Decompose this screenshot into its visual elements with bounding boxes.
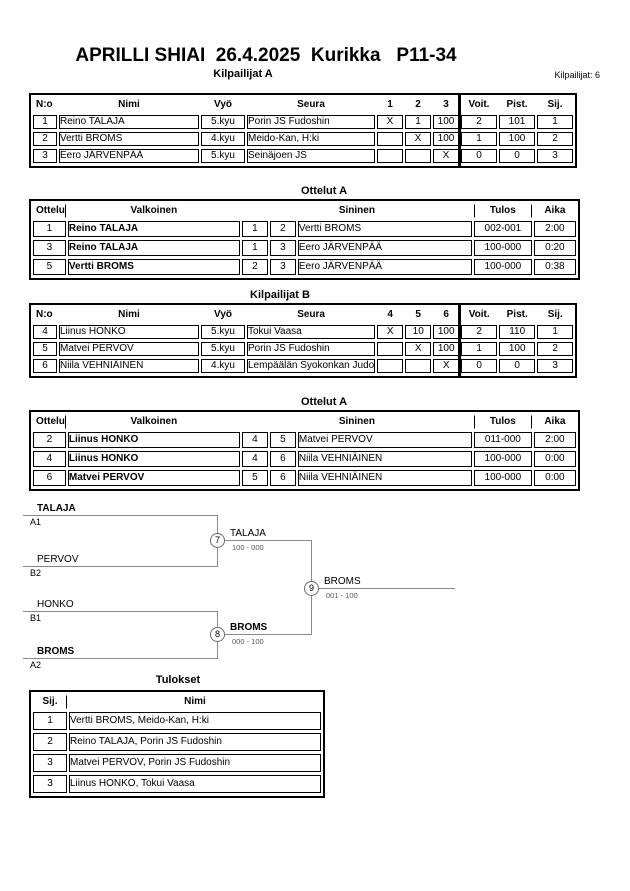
table-row <box>33 132 573 146</box>
match-no-cell: 5 <box>33 259 66 275</box>
club-cell: Seinäjoen JS <box>247 149 375 163</box>
results-header-row <box>33 695 321 709</box>
table-row <box>33 221 576 237</box>
matches-a-grid <box>31 201 578 278</box>
col-header-points: Pist. <box>506 309 528 320</box>
table-row <box>33 470 576 486</box>
score-section-divider <box>458 95 461 166</box>
mark-cell <box>377 149 403 163</box>
result-cell: 100-000 <box>474 470 532 486</box>
table-row <box>33 712 321 730</box>
col-header-time: Aika <box>544 205 566 216</box>
col-header-belt: Vyö <box>214 99 232 110</box>
points-cell: 101 <box>499 115 535 129</box>
white-name-cell: Matvei PERVOV <box>68 470 240 486</box>
belt-cell: 5.kyu <box>201 149 245 163</box>
place-cell: 2 <box>537 132 573 146</box>
white-no-cell: 4 <box>242 432 268 448</box>
col-header-place: Sij. <box>33 695 67 709</box>
blue-name-cell: Vertti BROMS <box>298 221 472 237</box>
place-cell: 3 <box>537 359 573 373</box>
time-cell: 0:00 <box>534 451 576 467</box>
pool-b-title: Kilpailijat B <box>250 289 310 301</box>
col-header-5: 5 <box>415 309 421 320</box>
col-header-match: Ottelu <box>33 204 66 218</box>
time-cell: 0:00 <box>534 470 576 486</box>
bracket-slot-name: TALAJA <box>37 503 76 514</box>
name-cell: Vertti BROMS <box>59 132 199 146</box>
mark-cell <box>377 132 403 146</box>
col-header-white: Valkoinen <box>130 416 178 427</box>
name-cell: Vertti BROMS, Meido-Kan, H:ki <box>69 712 321 730</box>
name-cell: Reino TALAJA, Porin JS Fudoshin <box>69 733 321 751</box>
points-cell: 100 <box>499 342 535 356</box>
col-header-2: 2 <box>415 99 421 110</box>
place-cell: 1 <box>33 712 67 730</box>
blue-no-cell: 6 <box>270 470 296 486</box>
time-cell: 0:38 <box>534 259 576 275</box>
matches-a-header-row <box>33 204 576 218</box>
col-header-wins: Voit. <box>468 99 490 110</box>
bracket-line <box>23 515 217 516</box>
pool-a-header-row <box>33 98 573 112</box>
place-cell: 2 <box>537 342 573 356</box>
white-no-cell: 4 <box>242 451 268 467</box>
pool-b-header-row <box>33 308 573 322</box>
matches-a-table <box>29 199 580 280</box>
pool-a-table <box>29 93 577 168</box>
results-title: Tulokset <box>155 674 201 686</box>
white-name-cell: Liinus HONKO <box>68 432 240 448</box>
wins-cell: 1 <box>461 132 497 146</box>
blue-no-cell: 3 <box>270 259 296 275</box>
name-cell: Matvei PERVOV <box>59 342 199 356</box>
no-cell: 2 <box>33 132 57 146</box>
col-header-points: Pist. <box>506 99 528 110</box>
points-cell: 0 <box>499 149 535 163</box>
bracket-seed-label: A2 <box>30 660 42 670</box>
mark-cell: X <box>433 359 459 373</box>
pool-b-grid <box>31 305 575 376</box>
no-cell: 6 <box>33 359 57 373</box>
wins-cell: 2 <box>461 115 497 129</box>
mark-cell: X <box>405 132 431 146</box>
matches-b-header-row <box>33 415 576 429</box>
result-cell: 100-000 <box>474 259 532 275</box>
bracket-score: 000 - 100 <box>232 637 264 646</box>
table-row <box>33 259 576 275</box>
bracket-score: 001 - 100 <box>326 591 358 600</box>
col-header-result: Tulos <box>474 204 532 218</box>
name-cell: Liinus HONKO, Tokui Vaasa <box>69 775 321 793</box>
bracket-winner-name: TALAJA <box>230 528 266 539</box>
mark-cell: 100 <box>433 325 459 339</box>
mark-cell <box>405 359 431 373</box>
blue-no-cell: 3 <box>270 240 296 256</box>
club-cell: Porin JS Fudoshin <box>247 115 375 129</box>
pool-a-title: Kilpailijat A <box>213 68 273 80</box>
mark-cell <box>377 359 403 373</box>
blue-name-cell: Matvei PERVOV <box>298 432 472 448</box>
col-header-white: Valkoinen <box>130 205 178 216</box>
blue-no-cell: 6 <box>270 451 296 467</box>
table-row <box>33 149 573 163</box>
white-no-cell: 1 <box>242 221 268 237</box>
col-header-belt: Vyö <box>214 309 232 320</box>
col-header-no: N:o <box>36 309 53 320</box>
white-name-cell: Vertti BROMS <box>68 259 240 275</box>
name-cell: Matvei PERVOV, Porin JS Fudoshin <box>69 754 321 772</box>
no-cell: 5 <box>33 342 57 356</box>
bracket-seed-label: B1 <box>30 613 42 623</box>
bracket-line <box>217 634 311 635</box>
name-cell: Niila VEHNIÄINEN <box>59 359 199 373</box>
club-cell: Tokui Vaasa <box>247 325 375 339</box>
white-name-cell: Liinus HONKO <box>68 451 240 467</box>
bracket-seed-label: B2 <box>30 568 42 578</box>
mark-cell: 100 <box>433 132 459 146</box>
white-no-cell: 5 <box>242 470 268 486</box>
col-header-place: Sij. <box>547 309 563 320</box>
col-header-blue: Sininen <box>338 205 375 216</box>
name-cell: Reino TALAJA <box>59 115 199 129</box>
matches-b-title: Ottelut A <box>300 396 348 408</box>
col-header-match: Ottelu <box>33 415 66 429</box>
result-cell: 100-000 <box>474 451 532 467</box>
white-no-cell: 2 <box>242 259 268 275</box>
wins-cell: 0 <box>461 359 497 373</box>
bracket-line <box>23 611 217 612</box>
pool-a-grid <box>31 95 575 166</box>
table-row <box>33 325 573 339</box>
club-cell: Porin JS Fudoshin <box>247 342 375 356</box>
results-grid <box>31 692 323 796</box>
time-cell: 2:00 <box>534 221 576 237</box>
col-header-place: Sij. <box>547 99 563 110</box>
table-row <box>33 775 321 793</box>
matches-a-title: Ottelut A <box>300 185 348 197</box>
points-cell: 0 <box>499 359 535 373</box>
col-header-name: Nimi <box>118 309 140 320</box>
match-no-cell: 4 <box>33 451 66 467</box>
place-cell: 3 <box>33 775 67 793</box>
blue-no-cell: 5 <box>270 432 296 448</box>
mark-cell: X <box>433 149 459 163</box>
result-cell: 011-000 <box>474 432 532 448</box>
mark-cell <box>377 342 403 356</box>
matches-b-grid <box>31 412 578 489</box>
mark-cell: 100 <box>433 342 459 356</box>
pool-b-table <box>29 303 577 378</box>
mark-cell: 1 <box>405 115 431 129</box>
match-circle-8: 8 <box>210 627 225 642</box>
place-cell: 3 <box>33 754 67 772</box>
bracket-slot-name: BROMS <box>37 646 75 657</box>
white-name-cell: Reino TALAJA <box>68 221 240 237</box>
mark-cell: X <box>405 342 431 356</box>
col-header-club: Seura <box>297 309 325 320</box>
matches-b-table <box>29 410 580 491</box>
blue-name-cell: Eero JÄRVENPÄÄ <box>298 259 472 275</box>
col-header-4: 4 <box>387 309 393 320</box>
belt-cell: 5.kyu <box>201 342 245 356</box>
time-cell: 2:00 <box>534 432 576 448</box>
bracket-seed-label: A1 <box>30 517 42 527</box>
belt-cell: 5.kyu <box>201 325 245 339</box>
match-circle-7: 7 <box>210 533 225 548</box>
club-cell: Meido-Kan, H:ki <box>247 132 375 146</box>
col-header-1: 1 <box>387 99 393 110</box>
belt-cell: 4.kyu <box>201 132 245 146</box>
white-name-cell: Reino TALAJA <box>68 240 240 256</box>
table-row <box>33 432 576 448</box>
col-header-3: 3 <box>443 99 449 110</box>
white-no-cell: 1 <box>242 240 268 256</box>
col-header-result: Tulos <box>474 415 532 429</box>
name-cell: Liinus HONKO <box>59 325 199 339</box>
club-cell: Lempäälän Syokonkan Judo <box>248 360 375 371</box>
col-header-club: Seura <box>297 99 325 110</box>
col-header-blue: Sininen <box>338 416 375 427</box>
bracket-score: 100 - 000 <box>232 543 264 552</box>
wins-cell: 2 <box>461 325 497 339</box>
bracket-winner-name: BROMS <box>230 622 268 633</box>
bracket-slot-name: PERVOV <box>37 554 79 565</box>
no-cell: 4 <box>33 325 57 339</box>
match-no-cell: 3 <box>33 240 66 256</box>
score-section-divider <box>458 305 461 376</box>
col-header-name: Nimi <box>184 696 206 707</box>
result-cell: 100-000 <box>474 240 532 256</box>
blue-name-cell: Eero JÄRVENPÄÄ <box>298 240 472 256</box>
wins-cell: 0 <box>461 149 497 163</box>
no-cell: 3 <box>33 149 57 163</box>
table-row <box>33 342 573 356</box>
bracket-line <box>217 540 311 541</box>
bracket-line <box>23 658 217 659</box>
match-circle-9: 9 <box>304 581 319 596</box>
col-header-wins: Voit. <box>468 309 490 320</box>
table-row <box>33 451 576 467</box>
col-header-name: Nimi <box>118 99 140 110</box>
mark-cell: X <box>377 115 403 129</box>
col-header-no: N:o <box>36 99 53 110</box>
bracket-slot-name: HONKO <box>37 599 74 610</box>
table-row <box>33 359 573 373</box>
place-cell: 2 <box>33 733 67 751</box>
name-cell: Eero JÄRVENPÄÄ <box>59 149 199 163</box>
points-cell: 110 <box>499 325 535 339</box>
table-row <box>33 754 321 772</box>
mark-cell: 10 <box>405 325 431 339</box>
mark-cell <box>405 149 431 163</box>
mark-cell: 100 <box>433 115 459 129</box>
table-row <box>33 240 576 256</box>
blue-name-cell: Niila VEHNIÄINEN <box>298 470 472 486</box>
match-no-cell: 2 <box>33 432 66 448</box>
blue-no-cell: 2 <box>270 221 296 237</box>
no-cell: 1 <box>33 115 57 129</box>
bracket-winner-name: BROMS <box>324 576 361 587</box>
table-row <box>33 115 573 129</box>
place-cell: 3 <box>537 149 573 163</box>
page-title: APRILLI SHIAI 26.4.2025 Kurikka P11-34 <box>75 45 457 66</box>
col-header-6: 6 <box>443 309 449 320</box>
blue-name-cell: Niila VEHNIÄINEN <box>298 451 472 467</box>
match-no-cell: 1 <box>33 221 66 237</box>
wins-cell: 1 <box>461 342 497 356</box>
mark-cell: X <box>377 325 403 339</box>
competitor-count: Kilpailijat: 6 <box>554 70 600 80</box>
place-cell: 1 <box>537 325 573 339</box>
match-no-cell: 6 <box>33 470 66 486</box>
result-cell: 002-001 <box>474 221 532 237</box>
bracket-line <box>23 566 217 567</box>
bracket-line <box>311 588 455 589</box>
points-cell: 100 <box>499 132 535 146</box>
table-row <box>33 733 321 751</box>
col-header-time: Aika <box>544 416 566 427</box>
belt-cell: 4.kyu <box>201 359 245 373</box>
time-cell: 0:20 <box>534 240 576 256</box>
place-cell: 1 <box>537 115 573 129</box>
results-table <box>29 690 325 798</box>
belt-cell: 5.kyu <box>201 115 245 129</box>
